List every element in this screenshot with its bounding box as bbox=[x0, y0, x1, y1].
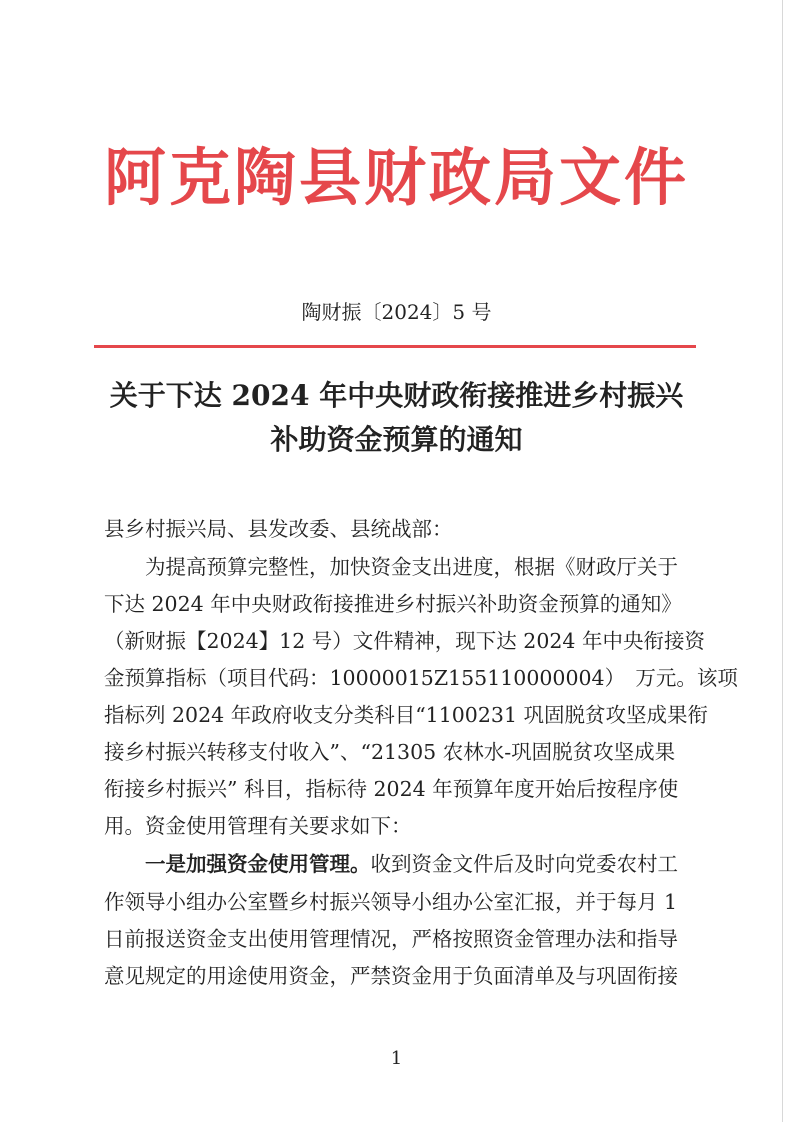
paragraph-line: 下达 2024 年中央财政衔接推进乡村振兴补助资金预算的通知》 bbox=[104, 592, 682, 616]
paragraph-line: 指标列 2024 年政府收支分类科目“1100231 巩固脱贫攻坚成果衔 bbox=[104, 703, 708, 727]
page-number: 1 bbox=[390, 1048, 403, 1069]
paragraph-lead-heading: 一是加强资金使用管理。 bbox=[104, 852, 371, 876]
paragraph-line: 日前报送资金支出使用管理情况，严格按照资金管理办法和指导 bbox=[104, 927, 678, 951]
paragraph-line: 作领导小组办公室暨乡村振兴领导小组办公室汇报，并于每月 1 bbox=[104, 890, 678, 914]
paragraph-line: 用。资金使用管理有关要求如下： bbox=[104, 814, 412, 838]
recipients-line: 县乡村振兴局、县发改委、县统战部： bbox=[104, 517, 453, 541]
paragraph-line: 为提高预算完整性，加快资金支出进度，根据《财政厅关于 bbox=[104, 555, 678, 579]
document-header-title: 阿克陶县财政局文件 bbox=[103, 141, 689, 214]
page-edge bbox=[782, 0, 783, 1122]
paragraph-line: 衔接乡村振兴” 科目，指标待 2024 年预算年度开始后按程序使 bbox=[104, 777, 679, 801]
paragraph-text: 收到资金文件后及时向党委农村工 bbox=[370, 852, 678, 876]
paragraph-line: 意见规定的用途使用资金，严禁资金用于负面清单及与巩固衔接 bbox=[104, 964, 678, 988]
paragraph-line: 金预算指标（项目代码：10000015Z155110000004） 万元。该项 bbox=[104, 666, 738, 690]
notice-title-line-1: 关于下达 2024 年中央财政衔接推进乡村振兴 bbox=[109, 379, 684, 412]
notice-title-line-2: 补助资金预算的通知 bbox=[270, 423, 523, 456]
paragraph-line: 接乡村振兴转移支付收入”、“21305 农林水-巩固脱贫攻坚成果 bbox=[104, 740, 676, 764]
paragraph-line bbox=[104, 847, 678, 877]
red-divider-rule bbox=[94, 345, 696, 348]
document-number: 陶财振〔2024〕5 号 bbox=[301, 300, 492, 324]
paragraph-line: （新财振【2024】12 号）文件精神，现下达 2024 年中央衔接资 bbox=[104, 629, 705, 653]
